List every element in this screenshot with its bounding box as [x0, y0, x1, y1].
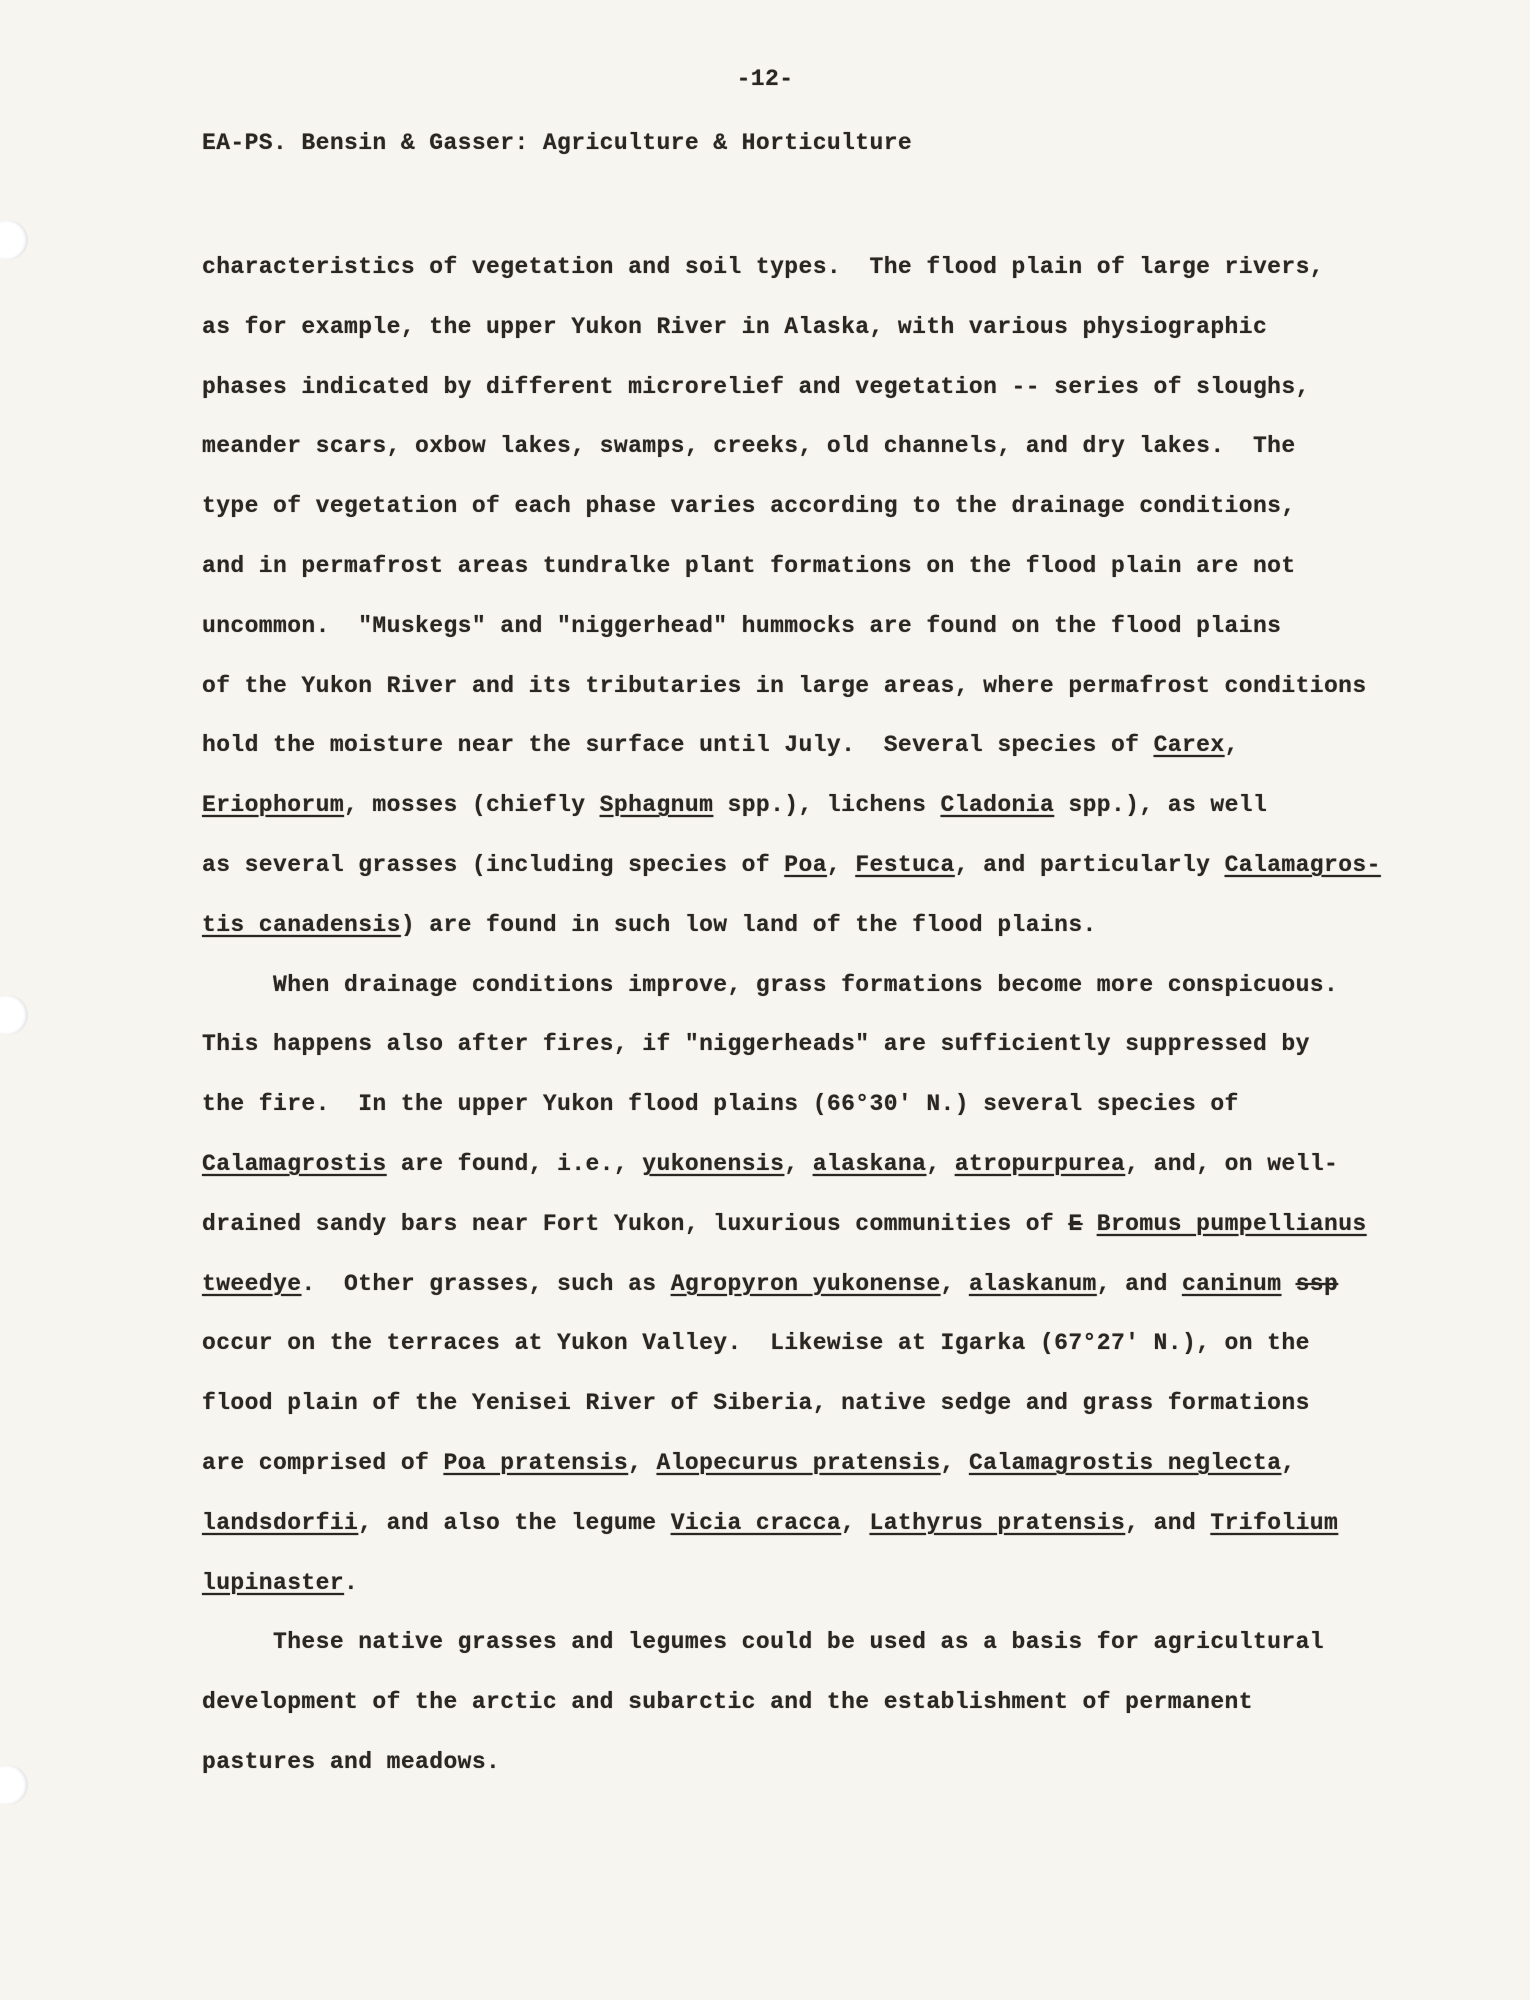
body-text — [202, 238, 1472, 1793]
species-name: Vicia cracca — [670, 1509, 842, 1536]
species-name: Bromus pumpellianus — [1096, 1210, 1367, 1237]
page-number: -12- — [736, 66, 794, 92]
text-line — [202, 896, 1472, 956]
text-run: , and — [1125, 1509, 1211, 1536]
text-run: , — [628, 1449, 657, 1476]
species-name: Poa — [784, 851, 827, 878]
text-line: of the Yukon River and its tributaries in large areas, where permafrost conditions — [202, 672, 1367, 699]
text-run: , — [1224, 732, 1239, 759]
species-name: Calamagrostis neglecta — [968, 1449, 1282, 1476]
species-name: caninum — [1181, 1270, 1282, 1297]
text-line: characteristics of vegetation and soil types. The flood plain of large rivers, — [202, 254, 1324, 280]
text-run: , and particularly — [954, 851, 1225, 878]
text-run: drained sandy bars near Fort Yukon, luxurious communities of — [202, 1210, 1069, 1237]
text-line: as for example, the upper Yukon River in Alaska, with various physiographic — [202, 313, 1268, 340]
text-line — [202, 1255, 1472, 1315]
species-name: tis canadensis — [202, 911, 401, 938]
species-name: alaskanum — [968, 1270, 1097, 1297]
text-line: phases indicated by different microrelief and vegetation -- series of sloughs, — [202, 373, 1310, 400]
species-name: Calamagrostis — [202, 1150, 387, 1177]
text-run: , mosses (chiefly — [344, 792, 600, 819]
text-line: This happens also after fires, if "niggerheads" are sufficiently suppressed by — [202, 1031, 1310, 1058]
text-line: These native grasses and legumes could be used as a basis for agricultural — [202, 1629, 1324, 1656]
text-line: development of the arctic and subarctic and the establishment of permanent — [202, 1689, 1253, 1716]
text-line — [202, 1434, 1472, 1494]
species-name: yukonensis — [642, 1150, 785, 1177]
text-run: , and also the legume — [358, 1509, 671, 1536]
species-name: Eriophorum — [202, 792, 345, 819]
text-line — [202, 836, 1472, 896]
text-run: . Other grasses, such as — [301, 1270, 671, 1297]
text-run: , — [784, 1150, 813, 1177]
text-run: , — [841, 1509, 870, 1536]
punch-hole — [0, 995, 28, 1035]
paragraph — [202, 238, 1472, 956]
text-line: occur on the terraces at Yukon Valley. Likewise at Igarka (67°27' N.), on the — [202, 1330, 1310, 1357]
struck-letter: E — [1068, 1210, 1083, 1237]
species-name: Calamagros- — [1224, 851, 1381, 878]
text-run: . — [344, 1569, 359, 1596]
text-run: spp.), as well — [1054, 792, 1268, 819]
text-line — [202, 716, 1472, 776]
text-line: flood plain of the Yenisei River of Siberia, native sedge and grass formations — [202, 1390, 1310, 1417]
text-line: When drainage conditions improve, grass formations become more conspicuous. — [202, 971, 1339, 998]
text-line: uncommon. "Muskegs" and "niggerhead" hummocks are found on the flood plains — [202, 612, 1282, 639]
text-run: , — [940, 1449, 969, 1476]
paragraph — [202, 1613, 1472, 1792]
text-line — [202, 1135, 1472, 1195]
paragraph — [202, 956, 1472, 1614]
text-run: spp.), lichens — [713, 792, 941, 819]
text-run — [1083, 1211, 1097, 1237]
text-run: are comprised of — [202, 1449, 444, 1476]
text-line: type of vegetation of each phase varies according to the drainage conditions, — [202, 493, 1296, 520]
text-run: as several grasses (including species of — [202, 851, 785, 878]
species-name: Sphagnum — [599, 792, 714, 819]
text-run: , — [1281, 1449, 1296, 1476]
text-run: , — [940, 1270, 969, 1297]
text-line: meander scars, oxbow lakes, swamps, creeks, old channels, and dry lakes. The — [202, 433, 1296, 460]
text-run — [1281, 1271, 1295, 1297]
species-name: atropurpurea — [954, 1150, 1126, 1177]
text-run: , — [926, 1150, 955, 1177]
species-name: Alopecurus pratensis — [656, 1449, 941, 1476]
species-name: Poa pratensis — [443, 1449, 629, 1476]
text-run: , and — [1096, 1270, 1182, 1297]
species-name: Carex — [1153, 732, 1225, 759]
text-run: , — [826, 851, 856, 878]
species-name: tweedye — [202, 1270, 302, 1297]
struck-text: ssp — [1295, 1270, 1339, 1297]
text-run: hold the moisture near the surface until July. Several species of — [202, 732, 1154, 759]
species-name: landsdorfii — [202, 1509, 359, 1536]
text-line — [202, 1554, 1472, 1614]
text-line: and in permafrost areas tundralke plant formations on the flood plain are not — [202, 552, 1296, 579]
species-name: Agropyron yukonense — [670, 1270, 941, 1297]
species-name: alaskana — [812, 1150, 927, 1177]
species-name: lupinaster — [202, 1569, 345, 1596]
text-line: the fire. In the upper Yukon flood plains (66°30' N.) several species of — [202, 1091, 1239, 1118]
species-name: Cladonia — [940, 792, 1055, 819]
text-run: ) are found in such low land of the flood plains. — [400, 911, 1097, 938]
text-line — [202, 1195, 1472, 1255]
text-run: are found, i.e., — [386, 1150, 643, 1177]
running-header: EA-PS. Bensin & Gasser: Agriculture & Horticulture — [202, 130, 913, 156]
text-run: , and, on well- — [1125, 1150, 1339, 1177]
text-line — [202, 1494, 1472, 1554]
species-name: Trifolium — [1210, 1509, 1339, 1536]
punch-hole — [0, 220, 28, 260]
text-line: pastures and meadows. — [202, 1748, 501, 1775]
species-name: Lathyrus pratensis — [869, 1509, 1126, 1536]
punch-hole — [0, 1765, 28, 1805]
text-line — [202, 776, 1472, 836]
species-name: Festuca — [855, 851, 955, 878]
